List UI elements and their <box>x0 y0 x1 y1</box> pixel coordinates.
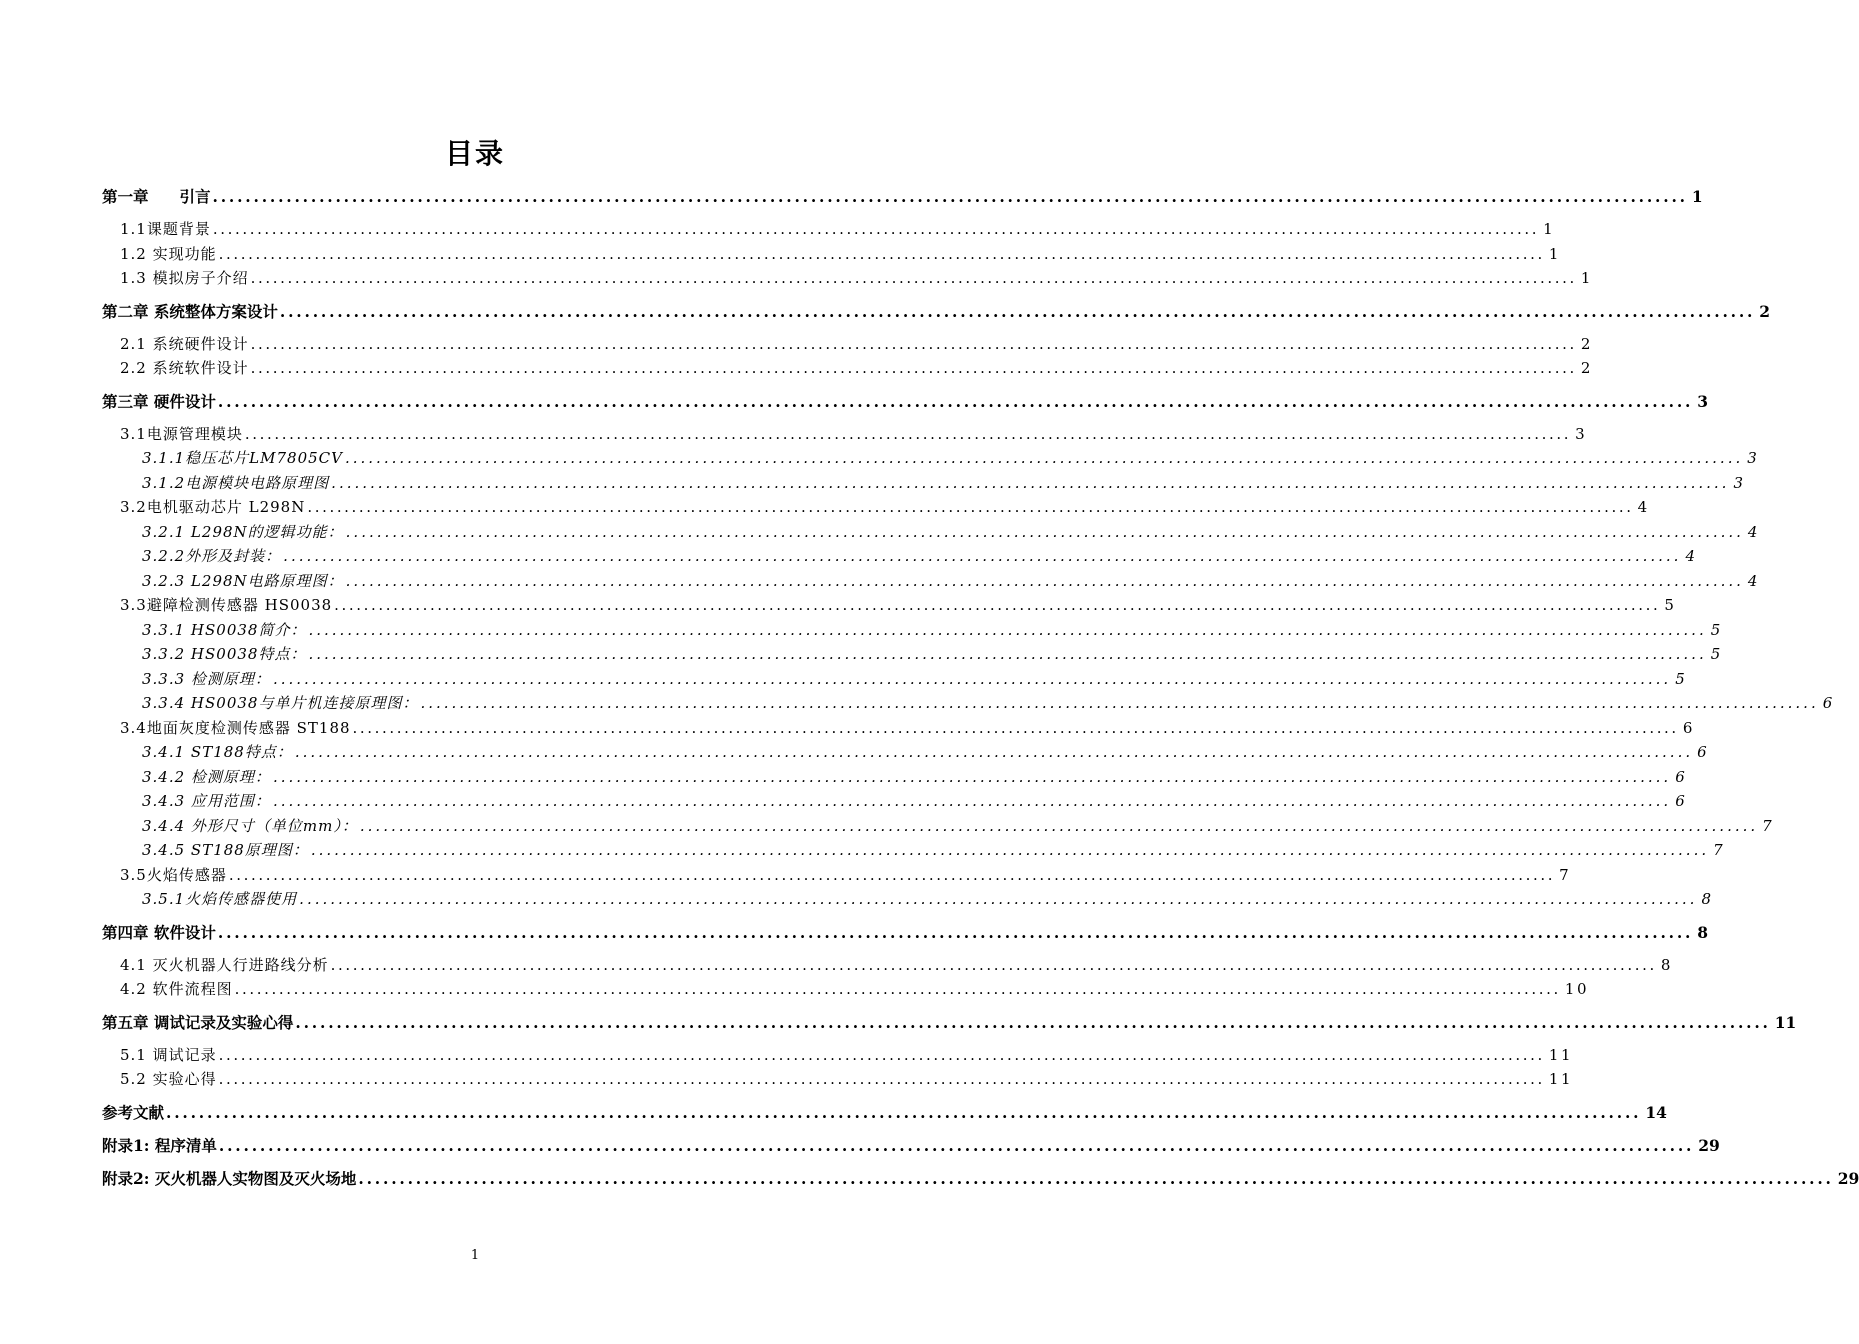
toc-leader-dots: .................................................................................................................................................................................... <box>250 269 1577 287</box>
toc-entry-label: 5.1 调试记录 <box>120 1045 217 1064</box>
toc-entry-page: 6 <box>1675 767 1686 786</box>
page-number: 1 <box>470 1248 480 1263</box>
toc-entry[interactable] <box>102 920 1709 945</box>
toc-entry-label: 3.2.1 L298N的逻辑功能： <box>142 522 344 541</box>
toc-entry-label: 4.1 灭火机器人行进路线分析 <box>120 955 329 974</box>
toc-entry[interactable] <box>102 471 1744 496</box>
toc-entry-label: 3.3.4 HS0038与单片机连接原理图： <box>142 694 419 712</box>
toc-entry-label: 2.2 系统软件设计 <box>120 359 249 377</box>
toc-entry-page: 29 <box>1837 1168 1859 1188</box>
toc-entry[interactable] <box>102 618 1722 643</box>
toc-entry[interactable] <box>102 332 1594 357</box>
toc-entry[interactable] <box>102 814 1773 839</box>
toc-entry-label: 第一章 引言 <box>102 187 211 206</box>
toc-leader-dots: .................................................................................................................................................................................... <box>308 620 1707 639</box>
toc-entry-label: 3.3.2 HS0038特点： <box>142 645 307 663</box>
toc-leader-dots: .................................................................................................................................................................................... <box>218 1070 1545 1088</box>
toc-leader-dots: .................................................................................................................................................................................... <box>217 391 1694 411</box>
toc-entry-label: 第三章 硬件设计 <box>102 391 216 411</box>
toc-entry-label: 3.2.3 L298N电路原理图： <box>142 571 344 590</box>
toc-entry-label: 2.1 系统硬件设计 <box>120 334 249 353</box>
toc-leader-dots: .................................................................................................................................................................................... <box>299 890 1698 908</box>
toc-entry-page: 3 <box>1697 391 1709 411</box>
toc-entry[interactable] <box>102 495 1650 520</box>
toc-leader-dots: .................................................................................................................................................................................... <box>358 1168 1834 1188</box>
toc-leader-dots: .................................................................................................................................................................................... <box>345 522 1744 541</box>
toc-entry-label: 3.3.1 HS0038简介： <box>142 620 307 639</box>
toc-entry-label: 1.1课题背景 <box>120 220 211 238</box>
toc-entry-page: 1 <box>1548 244 1562 263</box>
toc-entry[interactable] <box>102 389 1709 414</box>
toc-entry[interactable] <box>102 242 1562 267</box>
toc-entry-page: 5 <box>1664 596 1677 614</box>
toc-leader-dots: .................................................................................................................................................................................... <box>218 1045 1545 1064</box>
toc-entry-page: 5 <box>1710 645 1722 663</box>
toc-leader-dots: .................................................................................................................................................................................... <box>217 922 1694 942</box>
toc-leader-dots: .................................................................................................................................................................................... <box>283 547 1682 565</box>
toc-entry-page: 3 <box>1747 449 1758 467</box>
toc-leader-dots: .................................................................................................................................................................................... <box>331 473 1730 492</box>
toc-entry-label: 第二章 系统整体方案设计 <box>102 301 278 321</box>
toc-entry-page: 6 <box>1675 792 1686 810</box>
toc-entry-page: 4 <box>1637 498 1650 516</box>
toc-entry-page: 7 <box>1559 865 1572 884</box>
toc-entry-label: 3.4.3 应用范围： <box>142 792 271 810</box>
toc-entry-label: 3.4地面灰度检测传感器 ST188 <box>120 718 351 737</box>
toc-entry-page: 2 <box>1580 359 1594 377</box>
toc-entry-label: 3.4.4 外形尺寸（单位mm）： <box>142 816 358 835</box>
toc-leader-dots: .................................................................................................................................................................................... <box>330 955 1657 974</box>
toc-entry-page: 8 <box>1697 922 1709 942</box>
toc-leader-dots: .................................................................................................................................................................................... <box>166 1102 1642 1122</box>
toc-entry[interactable] <box>102 838 1724 863</box>
toc-entry[interactable] <box>102 716 1695 741</box>
toc-entry[interactable] <box>102 740 1708 765</box>
toc-entry[interactable] <box>102 184 1703 209</box>
toc-entry-label: 3.1.2电源模块电路原理图 <box>142 473 330 492</box>
toc-entry-page: 5 <box>1675 669 1686 688</box>
toc-leader-dots: .................................................................................................................................................................................... <box>307 498 1634 516</box>
toc-entry-label: 3.2电机驱动芯片 L298N <box>120 498 306 516</box>
toc-entry-label: 3.3避障检测传感器 HS0038 <box>120 596 333 614</box>
toc-leader-dots: .................................................................................................................................................................................... <box>294 743 1694 761</box>
toc-leader-dots: .................................................................................................................................................................................... <box>212 187 1688 206</box>
toc-entry[interactable] <box>102 1043 1574 1068</box>
toc-leader-dots: .................................................................................................................................................................................... <box>228 865 1556 884</box>
toc-leader-dots: .................................................................................................................................................................................... <box>272 669 1672 688</box>
toc-leader-dots: .................................................................................................................................................................................... <box>250 359 1577 377</box>
toc-entry[interactable] <box>102 593 1677 618</box>
toc-entry[interactable] <box>102 1133 1720 1158</box>
toc-entry-label: 3.5.1火焰传感器使用 <box>142 890 298 908</box>
toc-entry[interactable] <box>102 863 1572 888</box>
toc-entry-page: 4 <box>1685 547 1696 565</box>
toc-entry-page: 4 <box>1747 571 1759 590</box>
toc-entry[interactable] <box>102 422 1588 447</box>
toc-entry[interactable] <box>102 520 1759 545</box>
toc-entry[interactable] <box>102 1010 1797 1035</box>
toc-entry-page: 10 <box>1564 980 1590 998</box>
toc-entry-label: 3.1电源管理模块 <box>120 424 243 443</box>
toc-entry-label: 3.5火焰传感器 <box>120 865 227 884</box>
toc-leader-dots: .................................................................................................................................................................................... <box>272 792 1672 810</box>
toc-leader-dots: .................................................................................................................................................................................... <box>352 718 1679 737</box>
toc-leader-dots: .................................................................................................................................................................................... <box>308 645 1707 663</box>
toc-leader-dots: .................................................................................................................................................................................... <box>212 220 1540 238</box>
toc-leader-dots: .................................................................................................................................................................................... <box>420 694 1819 712</box>
toc-entry-page: 1 <box>1691 187 1703 206</box>
toc-entry-page: 3 <box>1575 424 1588 443</box>
toc-entry-label: 第四章 软件设计 <box>102 922 216 942</box>
toc-entry[interactable] <box>102 1067 1574 1092</box>
toc-entry[interactable] <box>102 1100 1667 1125</box>
toc-entry[interactable] <box>102 977 1590 1002</box>
toc-leader-dots: .................................................................................................................................................................................... <box>345 571 1744 590</box>
toc-entry[interactable] <box>102 356 1594 381</box>
toc-entry-label: 1.2 实现功能 <box>120 244 217 263</box>
toc-entry[interactable] <box>102 691 1834 716</box>
toc-entry-page: 5 <box>1710 620 1722 639</box>
toc-entry-page: 1 <box>1580 269 1594 287</box>
toc-leader-dots: .................................................................................................................................................................................... <box>334 596 1661 614</box>
toc-entry-label: 3.3.3 检测原理： <box>142 669 271 688</box>
toc-entry[interactable] <box>102 642 1722 667</box>
toc-entry-label: 3.1.1稳压芯片LM7805CV <box>142 449 343 467</box>
toc-entry-page: 2 <box>1580 334 1594 353</box>
toc-entry[interactable] <box>102 217 1556 242</box>
toc-entry[interactable] <box>102 299 1771 324</box>
toc-entry-page: 4 <box>1747 522 1759 541</box>
toc-entry-label: 1.3 模拟房子介绍 <box>120 269 249 287</box>
toc-entry-label: 5.2 实验心得 <box>120 1070 217 1088</box>
toc-entry-page: 2 <box>1759 301 1771 321</box>
toc-entry-label: 3.2.2外形及封装： <box>142 547 282 565</box>
toc-entry-label: 第五章 调试记录及实验心得 <box>102 1012 294 1032</box>
toc-leader-dots: .................................................................................................................................................................................... <box>359 816 1759 835</box>
toc-title: 目录 <box>444 137 505 170</box>
toc-leader-dots: .................................................................................................................................................................................... <box>272 767 1672 786</box>
toc-entry-page: 6 <box>1682 718 1695 737</box>
toc-leader-dots: .................................................................................................................................................................................... <box>218 1135 1695 1155</box>
toc-entry-page: 7 <box>1713 841 1724 859</box>
toc-entry-page: 6 <box>1822 694 1834 712</box>
toc-entry-page: 11 <box>1548 1070 1574 1088</box>
toc-entry-page: 11 <box>1774 1012 1797 1032</box>
toc-entry-label: 附录1: 程序清单 <box>102 1135 217 1155</box>
table-of-contents <box>102 184 1859 1191</box>
toc-entry-label: 3.4.2 检测原理： <box>142 767 271 786</box>
toc-entry-label: 参考文献 <box>102 1102 165 1122</box>
toc-entry-label: 附录2: 灭火机器人实物图及灭火场地 <box>102 1168 357 1188</box>
toc-leader-dots: .................................................................................................................................................................................... <box>234 980 1561 998</box>
toc-entry-label: 4.2 软件流程图 <box>120 980 233 998</box>
toc-entry-page: 1 <box>1543 220 1556 238</box>
toc-leader-dots: .................................................................................................................................................................................... <box>344 449 1744 467</box>
toc-leader-dots: .................................................................................................................................................................................... <box>295 1012 1771 1032</box>
toc-entry[interactable] <box>102 667 1686 692</box>
toc-entry-page: 3 <box>1733 473 1744 492</box>
toc-leader-dots: .................................................................................................................................................................................... <box>279 301 1756 321</box>
toc-leader-dots: .................................................................................................................................................................................... <box>310 841 1710 859</box>
toc-entry-page: 8 <box>1701 890 1712 908</box>
toc-entry-page: 14 <box>1645 1102 1667 1122</box>
toc-entry-page: 7 <box>1762 816 1773 835</box>
toc-entry-page: 29 <box>1698 1135 1720 1155</box>
toc-entry[interactable] <box>102 887 1712 912</box>
toc-entry[interactable] <box>102 569 1759 594</box>
toc-leader-dots: .................................................................................................................................................................................... <box>244 424 1572 443</box>
toc-entry[interactable] <box>102 266 1594 291</box>
toc-entry-page: 6 <box>1697 743 1708 761</box>
toc-entry-page: 11 <box>1548 1045 1574 1064</box>
toc-entry-label: 3.4.1 ST188特点： <box>142 743 293 761</box>
toc-entry[interactable] <box>102 446 1758 471</box>
toc-leader-dots: .................................................................................................................................................................................... <box>250 334 1577 353</box>
toc-entry[interactable] <box>102 765 1686 790</box>
toc-leader-dots: .................................................................................................................................................................................... <box>218 244 1545 263</box>
toc-entry[interactable] <box>102 953 1674 978</box>
toc-entry-page: 8 <box>1660 955 1674 974</box>
toc-entry[interactable] <box>102 789 1686 814</box>
toc-entry[interactable] <box>102 544 1696 569</box>
toc-entry-label: 3.4.5 ST188原理图： <box>142 841 309 859</box>
toc-entry[interactable] <box>102 1166 1859 1191</box>
